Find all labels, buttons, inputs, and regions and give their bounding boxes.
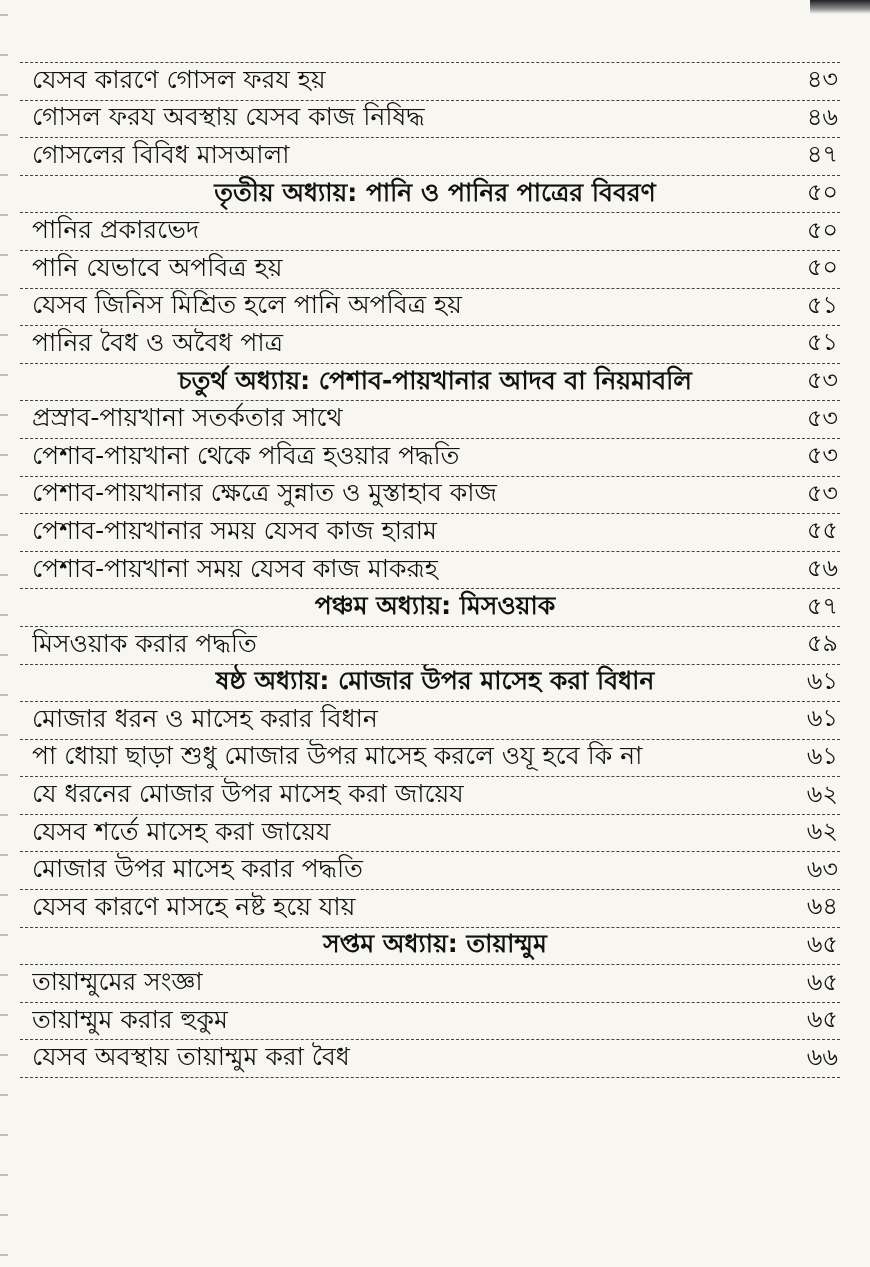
- page-number: ৫৩: [806, 441, 838, 470]
- toc-entry-row: [20, 138, 840, 176]
- toc-entry-row: [20, 251, 840, 289]
- toc-entry-row: [20, 965, 840, 1003]
- toc-entry-row: [20, 477, 840, 515]
- toc-entry-row: [20, 552, 840, 590]
- page-number: ৫০: [806, 253, 838, 282]
- entry-title: প্রস্রাব-পায়খানা সতর্কতার সাথে: [32, 403, 343, 433]
- chapter-heading-row: [20, 665, 840, 703]
- entry-title: যেসব জিনিস মিশ্রিত হলে পানি অপবিত্র হয়: [32, 290, 462, 320]
- entry-title: যেসব কারণে গোসল ফরয হয়: [32, 64, 326, 94]
- toc-entry-row: [20, 777, 840, 815]
- toc-entry-row: [20, 439, 840, 477]
- entry-title: পানি যেভাবে অপবিত্র হয়: [32, 252, 283, 282]
- toc-entry-row: [20, 852, 840, 890]
- page-number: ৫১: [806, 290, 838, 319]
- entry-title: মোজার ধরন ও মাসেহ করার বিধান: [32, 703, 378, 733]
- chapter-title: পঞ্চম অধ্যায়: মিসওয়াক: [314, 591, 556, 621]
- page-number: ৬৬: [806, 1042, 838, 1071]
- chapter-title: সপ্তম অধ্যায়: তায়াম্মুম: [323, 929, 547, 959]
- page-number: ৬৫: [806, 1005, 838, 1034]
- entry-title: গোসল ফরয অবস্থায় যেসব কাজ নিষিদ্ধ: [32, 102, 425, 132]
- page-number: ৬১: [806, 666, 838, 695]
- page-number: ৪৬: [806, 102, 838, 131]
- entry-title: মোজার উপর মাসেহ করার পদ্ধতি: [32, 854, 363, 884]
- toc-entry-row: [20, 627, 840, 665]
- page-number: ৪৩: [806, 65, 838, 94]
- entry-title: যে ধরনের মোজার উপর মাসেহ করা জায়েয: [32, 779, 464, 809]
- page-number: ৬৪: [806, 892, 838, 921]
- chapter-title: ষষ্ঠ অধ্যায়: মোজার উপর মাসেহ করা বিধান: [215, 666, 655, 696]
- page-number: ৫৩: [806, 366, 838, 395]
- toc-entry-row: [20, 815, 840, 853]
- toc-entry-row: [20, 740, 840, 778]
- page-number: ৫৭: [806, 591, 838, 620]
- entry-title: পেশাব-পায়খানা থেকে পবিত্র হওয়ার পদ্ধতি: [32, 440, 460, 470]
- chapter-heading-row: [20, 589, 840, 627]
- page-number: ৬৩: [806, 854, 838, 883]
- page-number: ৫০: [806, 178, 838, 207]
- entry-title: যেসব অবস্থায় তায়াম্মুম করা বৈধ: [32, 1042, 350, 1072]
- entry-title: তায়াম্মুমের সংজ্ঞা: [32, 967, 203, 997]
- toc-entry-row: [20, 213, 840, 251]
- entry-title: পা ধোয়া ছাড়া শুধু মোজার উপর মাসেহ করলে ওযূ হবে কি না: [32, 741, 643, 771]
- entry-title: যেসব শর্তে মাসেহ করা জায়েয: [32, 816, 331, 846]
- toc-entry-row: [20, 1003, 840, 1041]
- entry-title: পেশাব-পায়খানার সময় যেসব কাজ হারাম: [32, 515, 437, 545]
- page-number: ৬২: [806, 779, 838, 808]
- page-number: ৬১: [806, 704, 838, 733]
- page-number: ৬১: [806, 741, 838, 770]
- page-number: ৫৩: [806, 403, 838, 432]
- entry-title: পানির প্রকারভেদ: [32, 215, 199, 245]
- page-number: ৬২: [806, 817, 838, 846]
- chapter-title: তৃতীয় অধ্যায়: পানি ও পানির পাত্রের বিবরণ: [214, 177, 656, 207]
- page-number: ৫১: [806, 328, 838, 357]
- toc-entry-row: [20, 890, 840, 928]
- entry-title: পেশাব-পায়খানা সময় যেসব কাজ মাকরূহ: [32, 553, 438, 583]
- page-edge: [0, 0, 8, 1267]
- entry-title: মিসওয়াক করার পদ্ধতি: [32, 628, 257, 658]
- toc-entry-row: [20, 401, 840, 439]
- entry-title: তায়াম্মুম করার হুকুম: [32, 1004, 228, 1034]
- chapter-heading-row: [20, 928, 840, 966]
- toc-entry-row: [20, 289, 840, 327]
- page-number: ৪৭: [806, 140, 838, 169]
- page-number: ৫৬: [806, 554, 838, 583]
- chapter-heading-row: [20, 176, 840, 214]
- toc-entry-row: [20, 702, 840, 740]
- toc-entry-row: [20, 1040, 840, 1078]
- corner-shadow: [810, 0, 870, 14]
- table-of-contents: [20, 62, 840, 1078]
- entry-title: পানির বৈধ ও অবৈধ পাত্র: [32, 327, 283, 357]
- page-number: ৫৫: [806, 516, 838, 545]
- page-number: ৬৫: [806, 967, 838, 996]
- entry-title: পেশাব-পায়খানার ক্ষেত্রে সুন্নাত ও মুস্তাহাব কাজ: [32, 478, 497, 508]
- page-number: ৫০: [806, 215, 838, 244]
- page-number: ৫৯: [806, 629, 838, 658]
- entry-title: যেসব কারণে মাসহে নষ্ট হয়ে যায়: [32, 891, 356, 921]
- page-number: ৫৩: [806, 478, 838, 507]
- chapter-title: চতুর্থ অধ্যায়: পেশাব-পায়খানার আদব বা নিয়মাবলি: [178, 365, 692, 395]
- chapter-heading-row: [20, 364, 840, 402]
- page-number: ৬৫: [806, 929, 838, 958]
- toc-entry-row: [20, 514, 840, 552]
- entry-title: গোসলের বিবিধ মাসআলা: [32, 139, 290, 169]
- toc-entry-row: [20, 63, 840, 101]
- toc-entry-row: [20, 101, 840, 139]
- toc-entry-row: [20, 326, 840, 364]
